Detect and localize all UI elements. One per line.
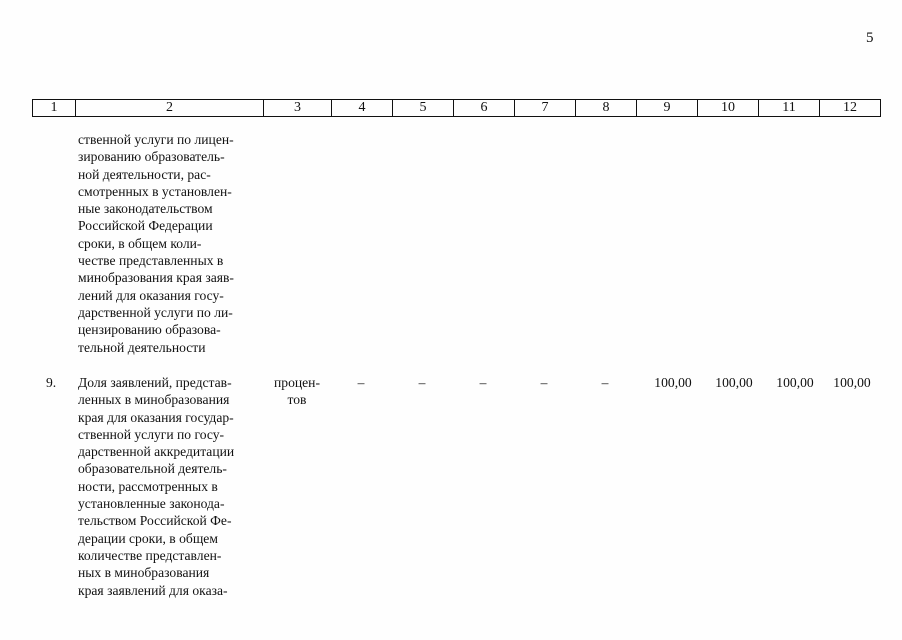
column-number-header bbox=[32, 99, 881, 117]
text-line: количестве представлен- bbox=[78, 547, 222, 563]
unit-line: тов bbox=[287, 392, 307, 408]
text-line: честве представленных в bbox=[78, 253, 224, 269]
text-line: дерации сроки, в общем bbox=[78, 530, 218, 546]
text-line: ленных в минобразования bbox=[78, 392, 230, 408]
text-line: установленные законода- bbox=[78, 496, 225, 512]
text-line: лений для оказания госу- bbox=[78, 287, 224, 303]
column-number-10: 10 bbox=[698, 100, 759, 117]
column-number-2: 2 bbox=[76, 100, 264, 117]
text-line: смотренных в установлен- bbox=[78, 183, 232, 199]
header-row bbox=[33, 100, 881, 117]
row-9-unit bbox=[268, 374, 326, 409]
column-number-5: 5 bbox=[393, 100, 454, 117]
text-line: тельной деятельности bbox=[78, 339, 206, 355]
row-9-value-col-4: – bbox=[357, 375, 365, 390]
text-line: тельством Российской Фе- bbox=[78, 513, 232, 529]
page-number: 5 bbox=[866, 30, 874, 46]
text-line: зированию образователь- bbox=[78, 149, 225, 165]
row-9-value-col-12: 100,00 bbox=[833, 375, 871, 390]
text-line: дарственной аккредитации bbox=[78, 444, 235, 460]
continued-row-description bbox=[78, 131, 254, 356]
text-line: сроки, в общем коли- bbox=[78, 235, 202, 251]
text-line: края заявлений для оказа- bbox=[78, 582, 228, 598]
row-9-value-col-10: 100,00 bbox=[715, 375, 753, 390]
text-line: ности, рассмотренных в bbox=[78, 478, 218, 494]
row-9-value-col-6: – bbox=[479, 375, 487, 390]
text-line: ной деятельности, рас- bbox=[78, 166, 211, 182]
column-number-12: 12 bbox=[820, 100, 881, 117]
row-9-value-col-8: – bbox=[601, 375, 609, 390]
row-9-description bbox=[78, 374, 254, 599]
text-line: минобразования края заяв- bbox=[78, 270, 234, 286]
column-number-9: 9 bbox=[637, 100, 698, 117]
text-line: Российской Федерации bbox=[78, 218, 213, 234]
text-line: ные законодательством bbox=[78, 201, 213, 217]
row-9-value-col-9: 100,00 bbox=[654, 375, 692, 390]
unit-line: процен- bbox=[274, 375, 320, 390]
text-line: образовательной деятель- bbox=[78, 461, 227, 477]
text-line: цензированию образова- bbox=[78, 322, 221, 338]
row-9-value-col-11: 100,00 bbox=[776, 375, 814, 390]
text-line: Доля заявлений, представ- bbox=[78, 375, 232, 390]
column-number-11: 11 bbox=[759, 100, 820, 117]
row-9-number: 9. bbox=[46, 375, 57, 390]
text-line: дарственной услуги по ли- bbox=[78, 304, 233, 320]
column-number-3: 3 bbox=[264, 100, 332, 117]
text-line: края для оказания государ- bbox=[78, 409, 234, 425]
row-9-value-col-7: – bbox=[540, 375, 548, 390]
text-line: ных в минобразования bbox=[78, 565, 210, 581]
column-number-7: 7 bbox=[515, 100, 576, 117]
column-number-6: 6 bbox=[454, 100, 515, 117]
column-number-8: 8 bbox=[576, 100, 637, 117]
column-number-1: 1 bbox=[33, 100, 76, 117]
row-9-value-col-5: – bbox=[418, 375, 426, 390]
text-line: ственной услуги по лицен- bbox=[78, 132, 234, 147]
text-line: ственной услуги по госу- bbox=[78, 426, 225, 442]
column-number-4: 4 bbox=[332, 100, 393, 117]
